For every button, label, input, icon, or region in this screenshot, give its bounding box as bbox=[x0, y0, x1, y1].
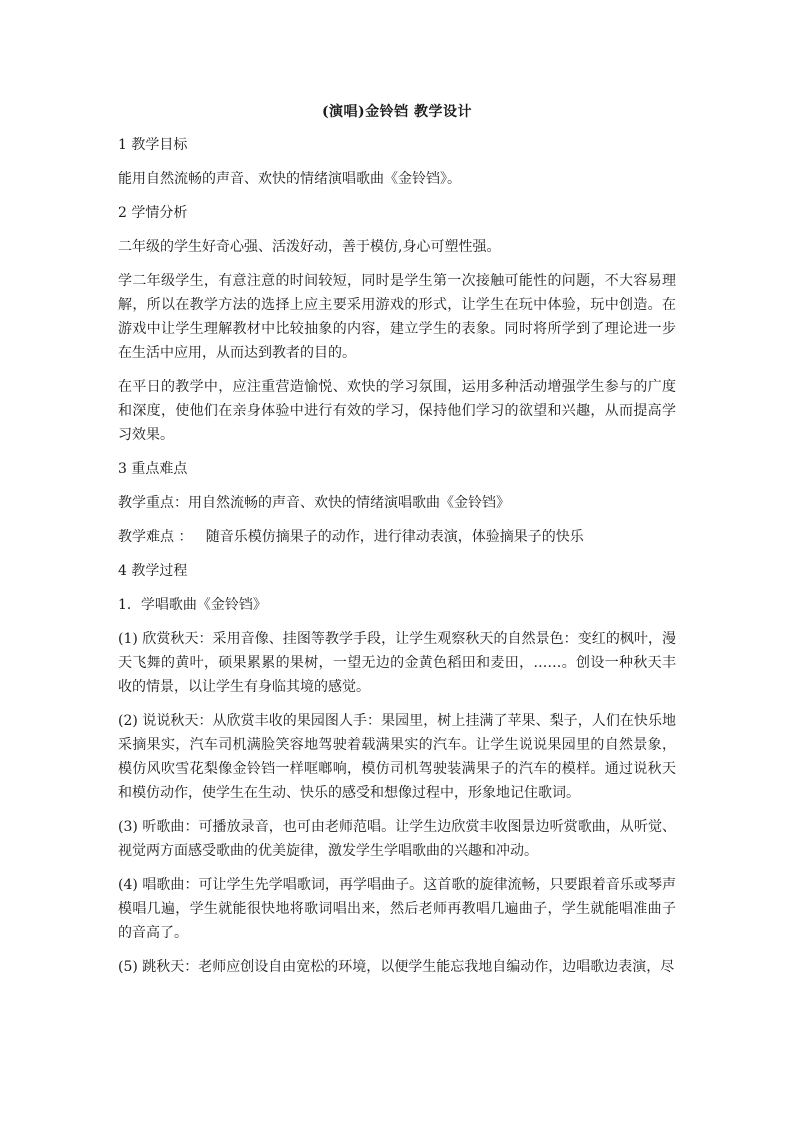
paragraph: 学二年级学生，有意注意的时间较短，同时是学生第一次接触可能性的问题，不大容易理解，所以在教学方法的选择上应主要采用游戏的形式，让学生在玩中体验，玩中创造。在游戏中让学生理解教材中比较抽象的内容，建立学生的表象。同时将所学到了理论进一步在生活中应用，从而达到教者的目的。 bbox=[118, 273, 676, 361]
section-heading-process: 4 教学过程 bbox=[118, 563, 188, 579]
section-heading-key-points: 3 重点难点 bbox=[118, 461, 188, 477]
paragraph: 能用自然流畅的声音、欢快的情绪演唱歌曲《金铃铛》。 bbox=[118, 171, 461, 187]
document-title: (演唱)金铃铛 教学设计 bbox=[321, 104, 473, 120]
paragraph: (5) 跳秋天：老师应创设自由宽松的环境，以便学生能忘我地自编动作，边唱歌边表演，尽 bbox=[118, 959, 675, 975]
paragraph: (3) 听歌曲：可播放录音，也可由老师范唱。让学生边欣赏丰收图景边听赏歌曲，从听觉、视觉两方面感受歌曲的优美旋律，激发学生学唱歌曲的兴趣和冲动。 bbox=[118, 819, 676, 859]
paragraph: 二年级的学生好奇心强、活泼好动，善于模仿,身心可塑性强。 bbox=[118, 239, 501, 255]
paragraph: (1) 欣赏秋天：采用音像、挂图等教学手段，让学生观察秋天的自然景色：变红的枫叶，漫天飞舞的黄叶，硕果累累的果树，一望无边的金黄色稻田和麦田，……。创设一种秋天丰收的情景，以让学生有身临其境的感觉。 bbox=[118, 631, 676, 695]
paragraph: 教学重点：用自然流畅的声音、欢快的情绪演唱歌曲《金铃铛》 bbox=[118, 495, 510, 511]
paragraph: 教学难点 ： 随音乐模仿摘果子的动作，进行律动表演，体验摘果子的快乐 bbox=[118, 529, 584, 545]
paragraph: 1．学唱歌曲《金铃铛》 bbox=[118, 597, 267, 613]
paragraph: 在平日的教学中，应注重营造愉悦、欢快的学习氛围，运用多种活动增强学生参与的广度和深度，使他们在亲身体验中进行有效的学习，保持他们学习的欲望和兴趣，从而提高学习效果。 bbox=[118, 379, 676, 443]
section-heading-analysis: 2 学情分析 bbox=[118, 205, 188, 221]
section-heading-objectives: 1 教学目标 bbox=[118, 137, 188, 153]
document-body bbox=[118, 101, 676, 989]
paragraph: (2) 说说秋天：从欣赏丰收的果园图人手：果园里，树上挂满了苹果、梨子，人们在快乐地采摘果实，汽车司机满脸笑容地驾驶着载满果实的汽车。让学生说说果园里的自然景象，模仿风吹雪花梨像金铃铛一样哐啷响，模仿司机驾驶装满果子的汽车的模样。通过说秋天和模仿动作，使学生在生动、快乐的感受和想像过程中，形象地记住歌词。 bbox=[118, 713, 676, 801]
paragraph: (4) 唱歌曲：可让学生先学唱歌词，再学唱曲子。这首歌的旋律流畅，只要跟着音乐或琴声模唱几遍，学生就能很快地将歌词唱出来，然后老师再教唱几遍曲子，学生就能唱准曲子的音高了。 bbox=[118, 877, 676, 941]
